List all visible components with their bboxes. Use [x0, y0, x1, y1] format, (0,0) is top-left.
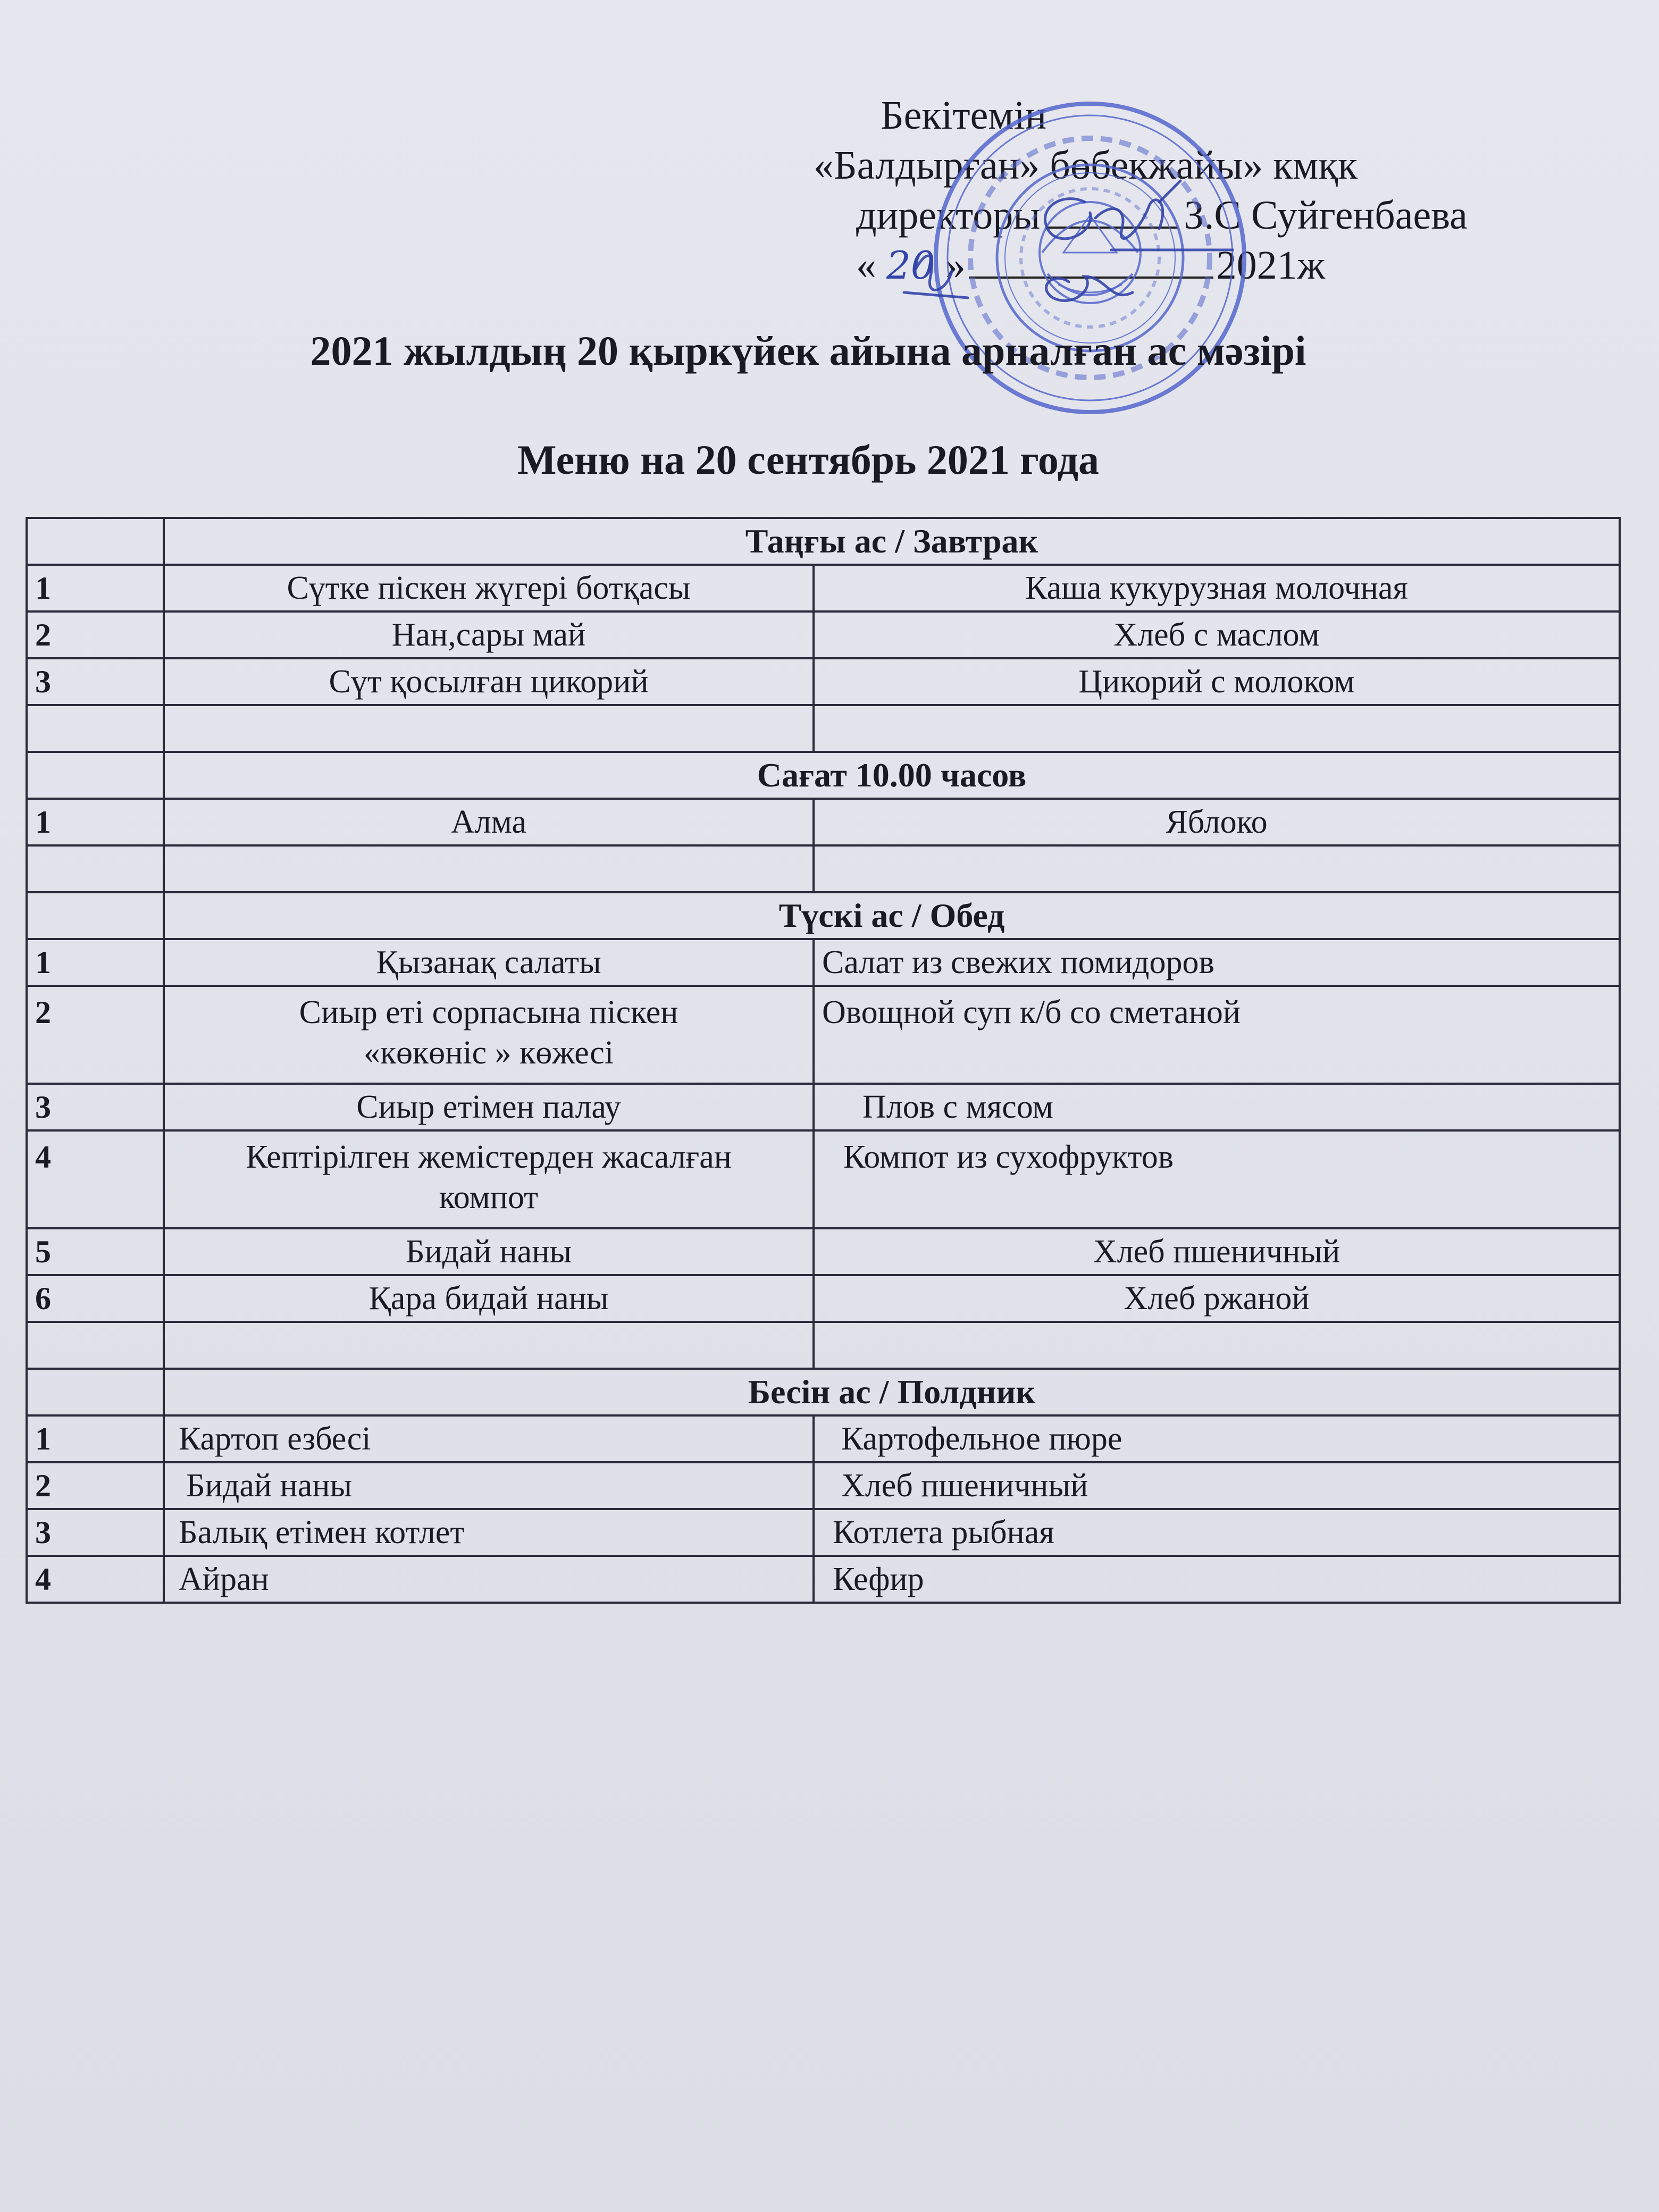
date-close-quote: »: [945, 243, 966, 288]
table-row: [27, 1556, 1620, 1603]
row-number: 5: [27, 1228, 164, 1275]
dish-kz: Сүт қосылған цикорий: [164, 658, 814, 705]
section-header-breakfast: Таңғы ас / Завтрак: [164, 518, 1620, 565]
row-number: 1: [27, 1415, 164, 1462]
dish-kz-line: компот: [439, 1179, 539, 1216]
approval-title: Бекітемін: [881, 93, 1047, 138]
row-number: 1: [27, 565, 164, 611]
empty-cell: [814, 705, 1620, 752]
table-row: [27, 565, 1620, 611]
empty-row: [27, 705, 1620, 752]
empty-cell: [164, 845, 814, 892]
dish-kz: Нан,сары май: [164, 611, 814, 658]
table-row: [27, 986, 1620, 1084]
dish-ru: Каша кукурузная молочная: [814, 565, 1620, 611]
approval-date-line: [814, 240, 1585, 290]
approval-organization: «Балдырған» бөбекжайы» кмқк: [814, 143, 1358, 188]
dish-ru: Компот из сухофруктов: [814, 1130, 1620, 1228]
table-row: [27, 1275, 1620, 1322]
dish-kz: Айран: [164, 1556, 814, 1603]
dish-ru: Яблоко: [814, 799, 1620, 845]
section-num-cell: [27, 518, 164, 565]
row-number: 3: [27, 1509, 164, 1556]
dish-ru: Салат из свежих помидоров: [814, 939, 1620, 986]
row-number: 2: [27, 1462, 164, 1509]
empty-cell: [164, 1322, 814, 1369]
page-title-kz: 2021 жылдың 20 қыркүйек айына арналған ас мәзірі: [310, 328, 1306, 374]
dish-kz: Сүтке піскен жүгері ботқасы: [164, 565, 814, 611]
dish-kz-line: Кептірілген жемістерден жасалған: [246, 1139, 732, 1175]
section-header-lunch: Түскі ас / Обед: [164, 892, 1620, 939]
dish-ru: Хлеб ржаной: [814, 1275, 1620, 1322]
row-number: 2: [27, 611, 164, 658]
row-number: 4: [27, 1130, 164, 1228]
table-row: [27, 1130, 1620, 1228]
section-header-afternoon: Бесін ас / Полдник: [164, 1369, 1620, 1415]
table-row: [27, 611, 1620, 658]
table-row: [27, 799, 1620, 845]
row-number: 1: [27, 939, 164, 986]
approval-block: [814, 90, 1585, 290]
dish-kz: Бидай наны: [164, 1462, 814, 1509]
dish-kz: Балық етімен котлет: [164, 1509, 814, 1556]
date-month-line: [969, 245, 1213, 279]
empty-cell: [27, 845, 164, 892]
dish-ru: Плов с мясом: [814, 1084, 1620, 1130]
table-row: [27, 658, 1620, 705]
row-number: 4: [27, 1556, 164, 1603]
table-row: [27, 1509, 1620, 1556]
empty-cell: [27, 1322, 164, 1369]
approval-director-label: директоры: [856, 193, 1041, 238]
page-title-ru: Меню на 20 сентябрь 2021 года: [517, 437, 1100, 483]
section-num-cell: [27, 892, 164, 939]
dish-ru: Хлеб пшеничный: [814, 1228, 1620, 1275]
approval-director-line: [814, 190, 1585, 240]
dish-kz: Картоп езбесі: [164, 1415, 814, 1462]
dish-ru: Хлеб пшеничный: [814, 1462, 1620, 1509]
dish-kz: Сиыр етімен палау: [164, 1084, 814, 1130]
dish-ru: Котлета рыбная: [814, 1509, 1620, 1556]
empty-cell: [814, 845, 1620, 892]
empty-cell: [164, 705, 814, 752]
dish-kz: [164, 1130, 814, 1228]
dish-ru: Картофельное пюре: [814, 1415, 1620, 1462]
section-header-row: [27, 892, 1620, 939]
empty-row: [27, 1322, 1620, 1369]
section-header-row: [27, 518, 1620, 565]
approval-director-name: З.С Суйгенбаева: [1184, 193, 1468, 238]
dish-kz-line: «көкөніс » көжесі: [363, 1035, 614, 1071]
dish-kz: [164, 986, 814, 1084]
dish-ru: Овощной суп к/б со сметаной: [814, 986, 1620, 1084]
row-number: 6: [27, 1275, 164, 1322]
dish-kz: Қызанақ салаты: [164, 939, 814, 986]
dish-ru: Кефир: [814, 1556, 1620, 1603]
dish-kz: Қара бидай наны: [164, 1275, 814, 1322]
section-num-cell: [27, 1369, 164, 1415]
menu-table: [26, 517, 1621, 1604]
date-year: 2021ж: [1216, 243, 1326, 288]
table-row: [27, 1228, 1620, 1275]
empty-cell: [814, 1322, 1620, 1369]
dish-kz: Бидай наны: [164, 1228, 814, 1275]
table-row: [27, 1084, 1620, 1130]
table-row: [27, 1415, 1620, 1462]
empty-row: [27, 845, 1620, 892]
dish-kz-line: Сиыр еті сорпасына піскен: [299, 994, 678, 1030]
empty-cell: [27, 705, 164, 752]
section-num-cell: [27, 752, 164, 799]
date-day: 20: [886, 243, 935, 288]
dish-ru: Цикорий с молоком: [814, 658, 1620, 705]
table-row: [27, 1462, 1620, 1509]
date-open-quote: «: [856, 243, 876, 288]
section-header-row: [27, 752, 1620, 799]
section-header-snack: Сағат 10.00 часов: [164, 752, 1620, 799]
row-number: 1: [27, 799, 164, 845]
dish-ru: Хлеб с маслом: [814, 611, 1620, 658]
table-row: [27, 939, 1620, 986]
row-number: 2: [27, 986, 164, 1084]
row-number: 3: [27, 1084, 164, 1130]
signature-line: [1045, 195, 1178, 229]
row-number: 3: [27, 658, 164, 705]
section-header-row: [27, 1369, 1620, 1415]
dish-kz: Алма: [164, 799, 814, 845]
